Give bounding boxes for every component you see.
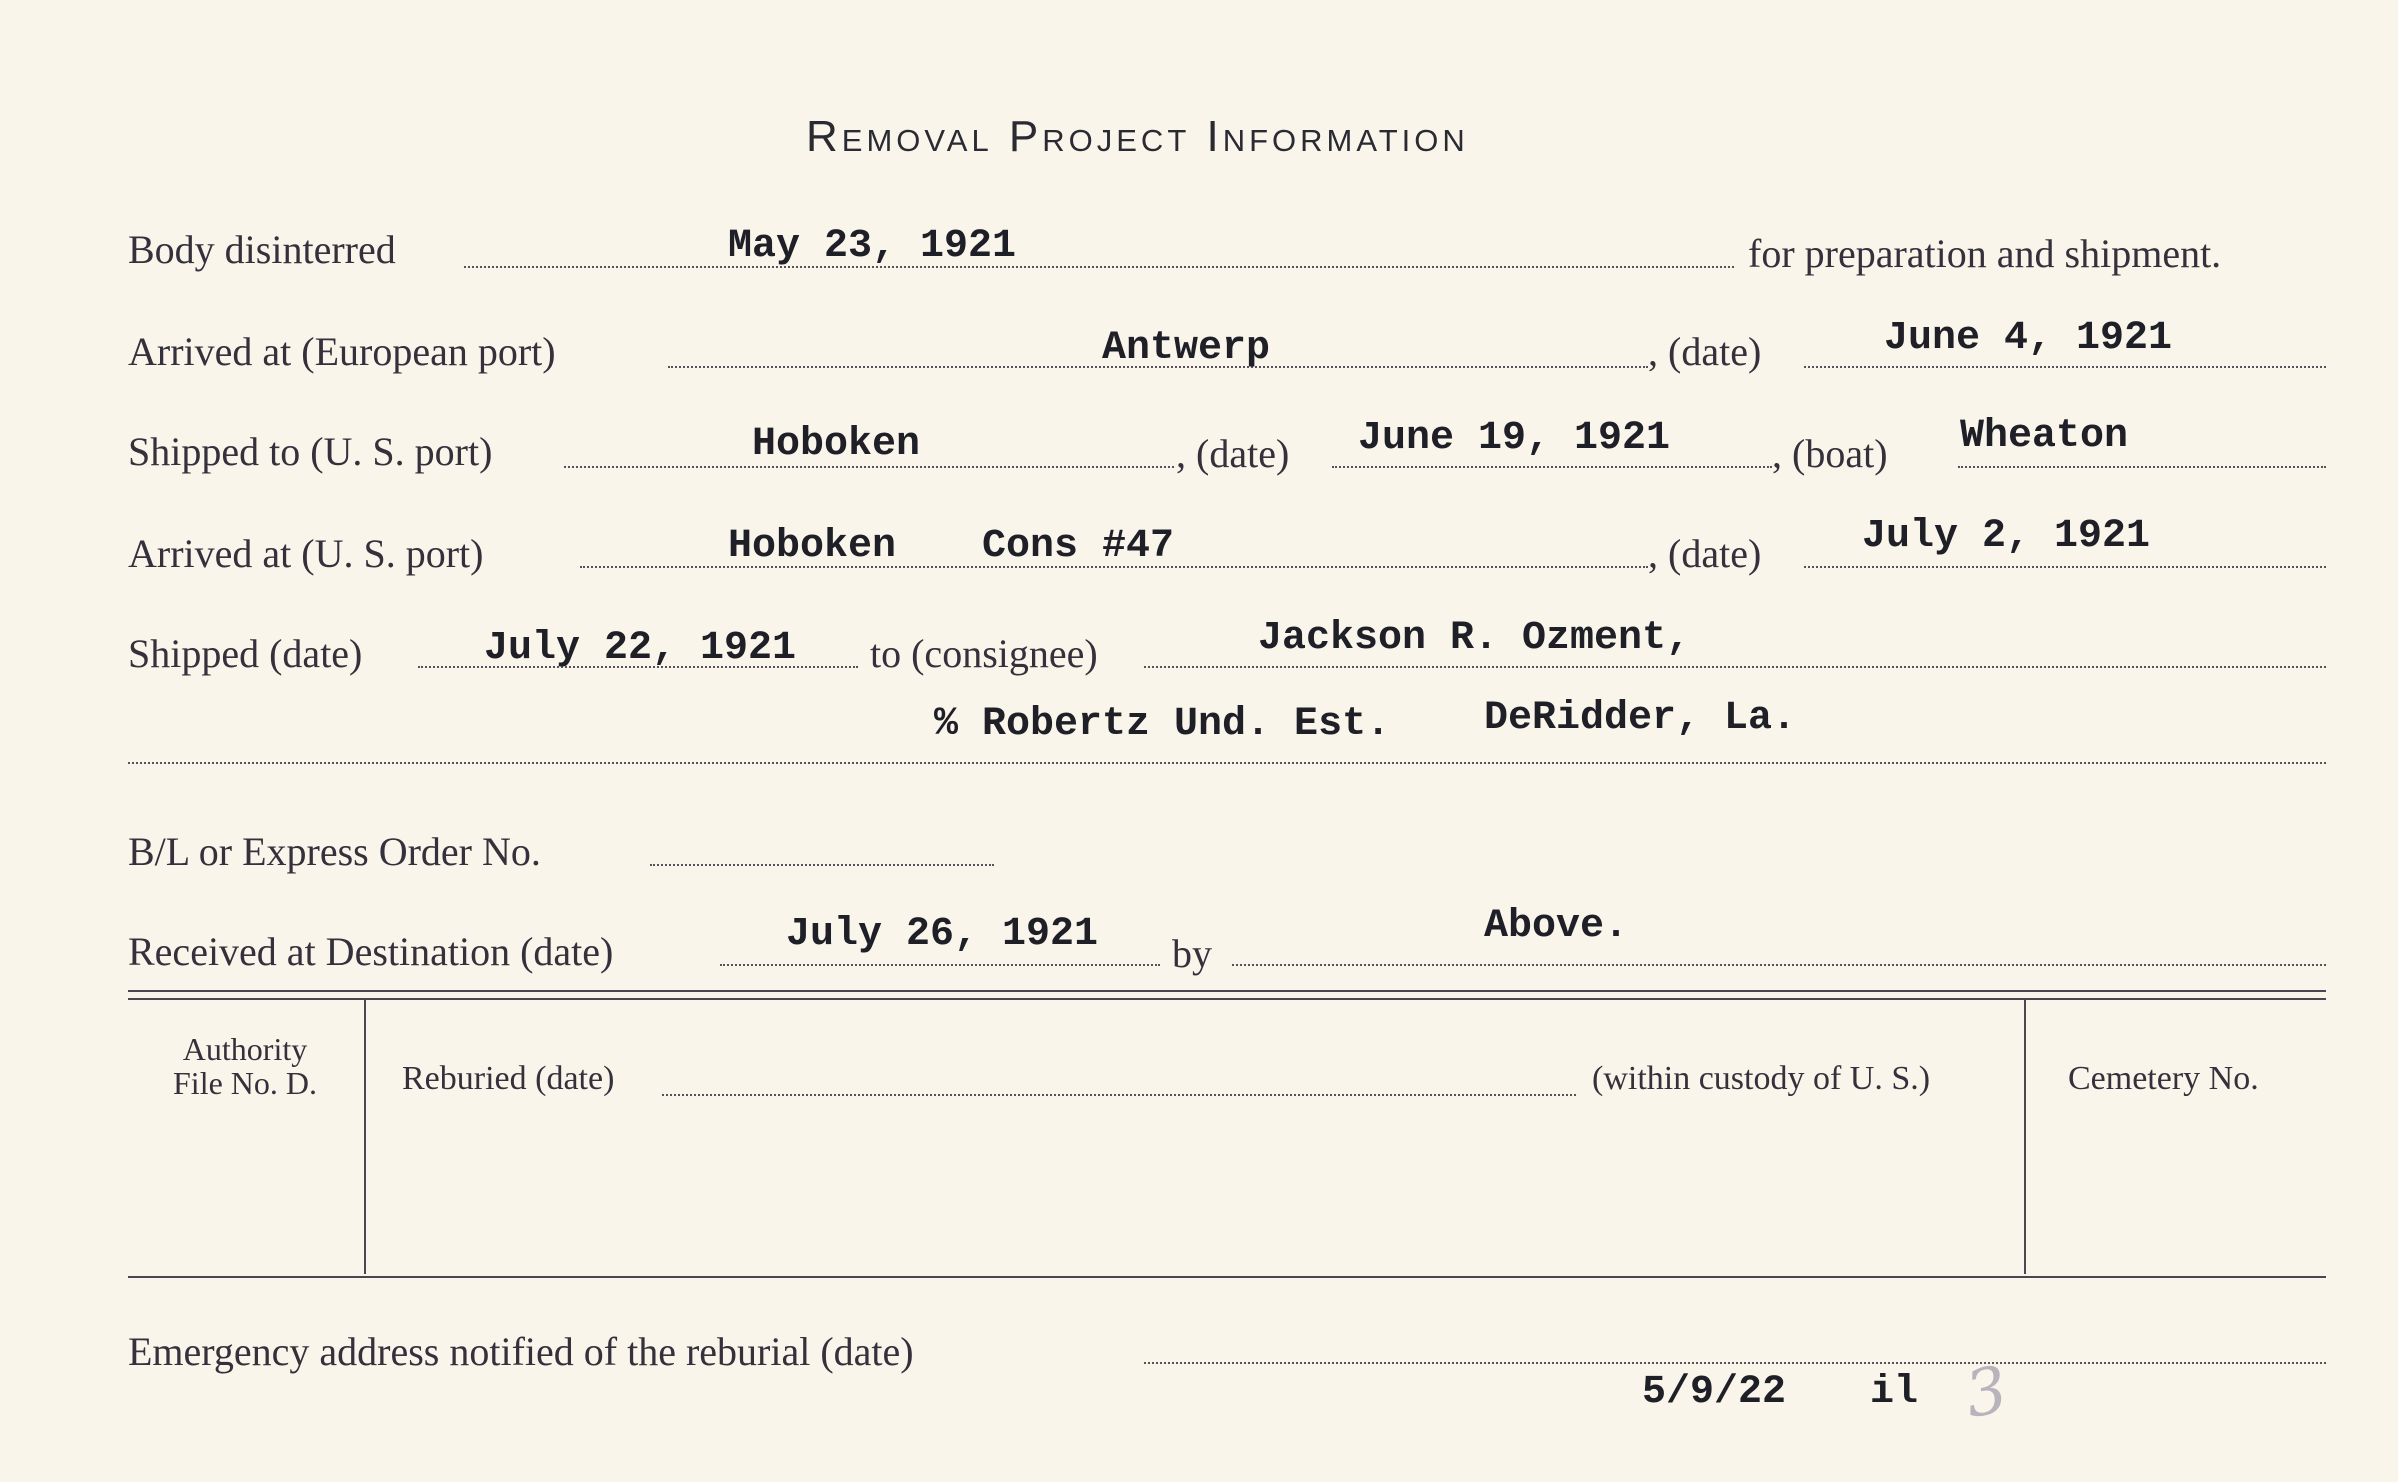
field-line (1804, 566, 2326, 568)
value-us-arrival-date: July 2, 1921 (1862, 514, 2151, 559)
box-top-rule (128, 990, 2326, 992)
label-body-disinterred: Body disinterred (128, 227, 396, 272)
label-for-preparation: for preparation and shipment. (1748, 231, 2222, 276)
value-boat: Wheaton (1960, 414, 2129, 459)
field-line (1804, 366, 2326, 368)
field-line (1232, 964, 2326, 966)
value-received-by: Above. (1484, 904, 1629, 949)
label-within-custody: (within custody of U. S.) (1592, 1060, 1931, 1097)
label-authority-line2: File No. D. (173, 1065, 317, 1101)
label-authority-line1: Authority (182, 1031, 308, 1067)
label-shipped-date: Shipped (date) (128, 631, 363, 676)
value-european-arrival-date: June 4, 1921 (1884, 316, 2173, 361)
label-boat: , (boat) (1772, 431, 1888, 476)
field-line (1958, 466, 2326, 468)
value-received-date: July 26, 1921 (786, 912, 1099, 957)
field-line (128, 762, 2326, 764)
value-disinterred-date: May 23, 1921 (728, 224, 1017, 269)
value-notified-date: 5/9/22 (1642, 1370, 1787, 1415)
field-line (464, 266, 1734, 268)
field-line (1332, 466, 1772, 468)
label-date: , (date) (1176, 431, 1290, 476)
box-top-rule-inner (128, 998, 2326, 1000)
label-arrived-european-port: Arrived at (European port) (128, 329, 556, 374)
label-reburied-date: Reburied (date) (402, 1060, 615, 1097)
value-cons-number: Cons #47 (982, 524, 1175, 569)
value-consignee: Jackson R. Ozment, (1258, 616, 1691, 661)
value-clerk-initials: il (1870, 1370, 1919, 1415)
label-authority-file (140, 1032, 350, 1100)
label-cemetery-no: Cemetery No. (2068, 1060, 2259, 1097)
field-line (1144, 666, 2326, 668)
label-bl-order: B/L or Express Order No. (128, 829, 541, 874)
field-line (650, 864, 994, 866)
box-divider-right (2024, 1000, 2026, 1274)
label-arrived-us-port: Arrived at (U. S. port) (128, 531, 484, 576)
label-by: by (1172, 931, 1212, 976)
box-bottom-rule (128, 1276, 2326, 1278)
field-line (1144, 1362, 2326, 1364)
value-consignee-place: DeRidder, La. (1484, 696, 1797, 741)
field-line (720, 964, 1160, 966)
label-emergency-address: Emergency address notified of the reburial (date) (128, 1329, 914, 1374)
value-us-port-shipped: Hoboken (752, 422, 921, 467)
label-shipped-us-port: Shipped to (U. S. port) (128, 429, 493, 474)
value-us-port-arrived: Hoboken (728, 524, 897, 569)
card-title: Removal Project Information (806, 112, 1469, 161)
value-european-port: Antwerp (1102, 326, 1271, 371)
pencil-mark: 3 (1959, 1353, 2013, 1433)
value-shipped-date: July 22, 1921 (484, 626, 797, 671)
label-received-destination: Received at Destination (date) (128, 929, 614, 974)
label-date: , (date) (1648, 531, 1762, 576)
label-to-consignee: to (consignee) (870, 631, 1098, 676)
box-divider-left (364, 1000, 366, 1274)
label-date: , (date) (1648, 329, 1762, 374)
field-line (662, 1094, 1576, 1096)
value-consignee-care-of: % Robertz Und. Est. (934, 702, 1391, 747)
value-us-shipped-date: June 19, 1921 (1358, 416, 1671, 461)
